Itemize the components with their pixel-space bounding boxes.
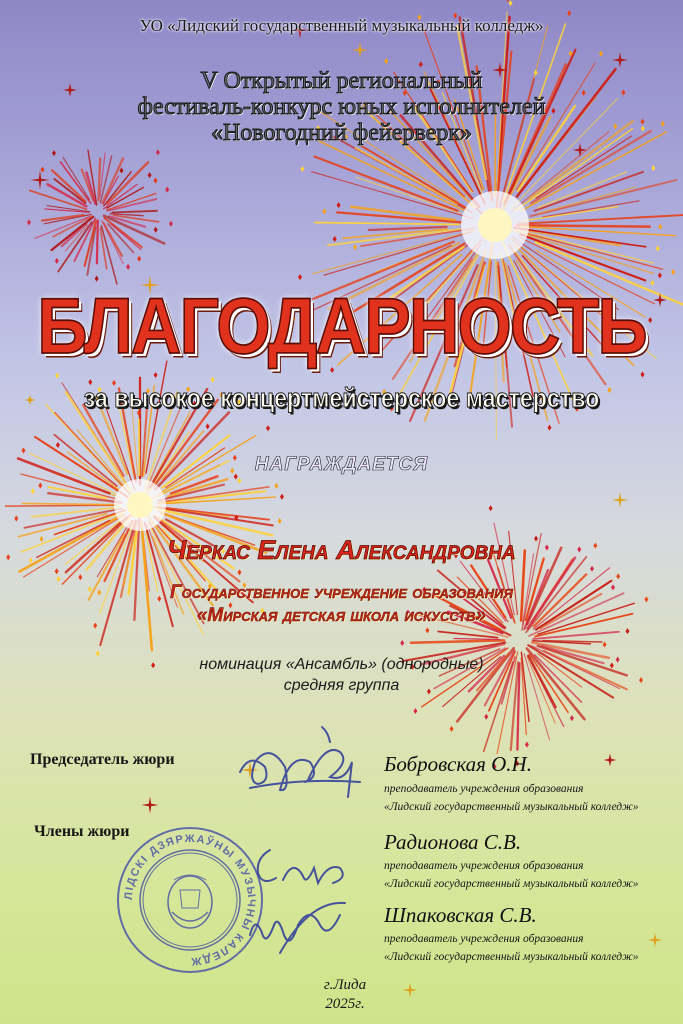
sparkle-star — [604, 754, 617, 767]
sparkle-star — [30, 170, 49, 189]
sparkle-star — [352, 42, 368, 58]
sparkle-star — [612, 492, 628, 508]
firework-burst — [27, 149, 173, 284]
member-signature-2 — [240, 895, 360, 965]
chair-signature — [230, 722, 370, 812]
jury-member-role: преподаватель учреждения образования — [384, 860, 584, 872]
sparkle-star — [403, 983, 417, 997]
age-group: средняя группа — [283, 677, 400, 694]
member-signature-1 — [248, 838, 358, 898]
jury-member-name: Радионова С.В. — [384, 830, 522, 854]
certificate-title: БЛАГОДАРНОСТЬ — [37, 282, 646, 370]
organization-name: УО «Лидский государственный музыкальный колледж» — [139, 16, 544, 35]
sparkle-star — [612, 52, 627, 67]
jury-members-label: Члены жюри — [34, 823, 130, 840]
festival-line-2: фестиваль-конкурс юных исполнителей — [137, 94, 546, 120]
firework-burst — [292, 0, 683, 440]
award-reason: за высокое концертмейстерское мастерство — [83, 383, 600, 413]
jury-member-org: «Лидский государственный музыкальный колледж» — [384, 951, 639, 963]
institution-name: «Мирская детская школа искусств» — [196, 605, 487, 626]
jury-member-name: Шпаковская С.В. — [384, 903, 537, 927]
sparkle-star — [648, 933, 662, 947]
nomination: номинация «Ансамбль» (однородные) — [199, 656, 484, 673]
jury-member-org: «Лидский государственный музыкальный колледж» — [384, 878, 639, 890]
jury-chair-label: Председатель жюри — [30, 751, 175, 768]
institution-line-1: Государственное учреждение образования — [169, 582, 513, 603]
jury-member-org: «Лидский государственный музыкальный колледж» — [384, 801, 639, 813]
sparkle-star — [25, 395, 35, 405]
city: г.Лида — [323, 977, 367, 993]
recipient-name: Черкас Елена Александровна — [167, 535, 516, 565]
awarded-label: НАГРАЖДАЕТСЯ — [254, 454, 429, 475]
festival-line-1: V Открытый региональный — [200, 68, 483, 94]
festival-name: «Новогодний фейерверк» — [211, 120, 472, 146]
year: 2025г. — [325, 996, 365, 1012]
stamp-text: ЛІДСКІ ДЗЯРЖАЎНЫ МУЗЫЧНЫ КАЛЕДЖ — [122, 832, 258, 968]
jury-member-role: преподаватель учреждения образования — [384, 783, 584, 795]
jury-member-role: преподаватель учреждения образования — [384, 933, 584, 945]
jury-member-name: Бобровская О.Н. — [384, 752, 532, 776]
sparkle-star — [141, 796, 158, 813]
